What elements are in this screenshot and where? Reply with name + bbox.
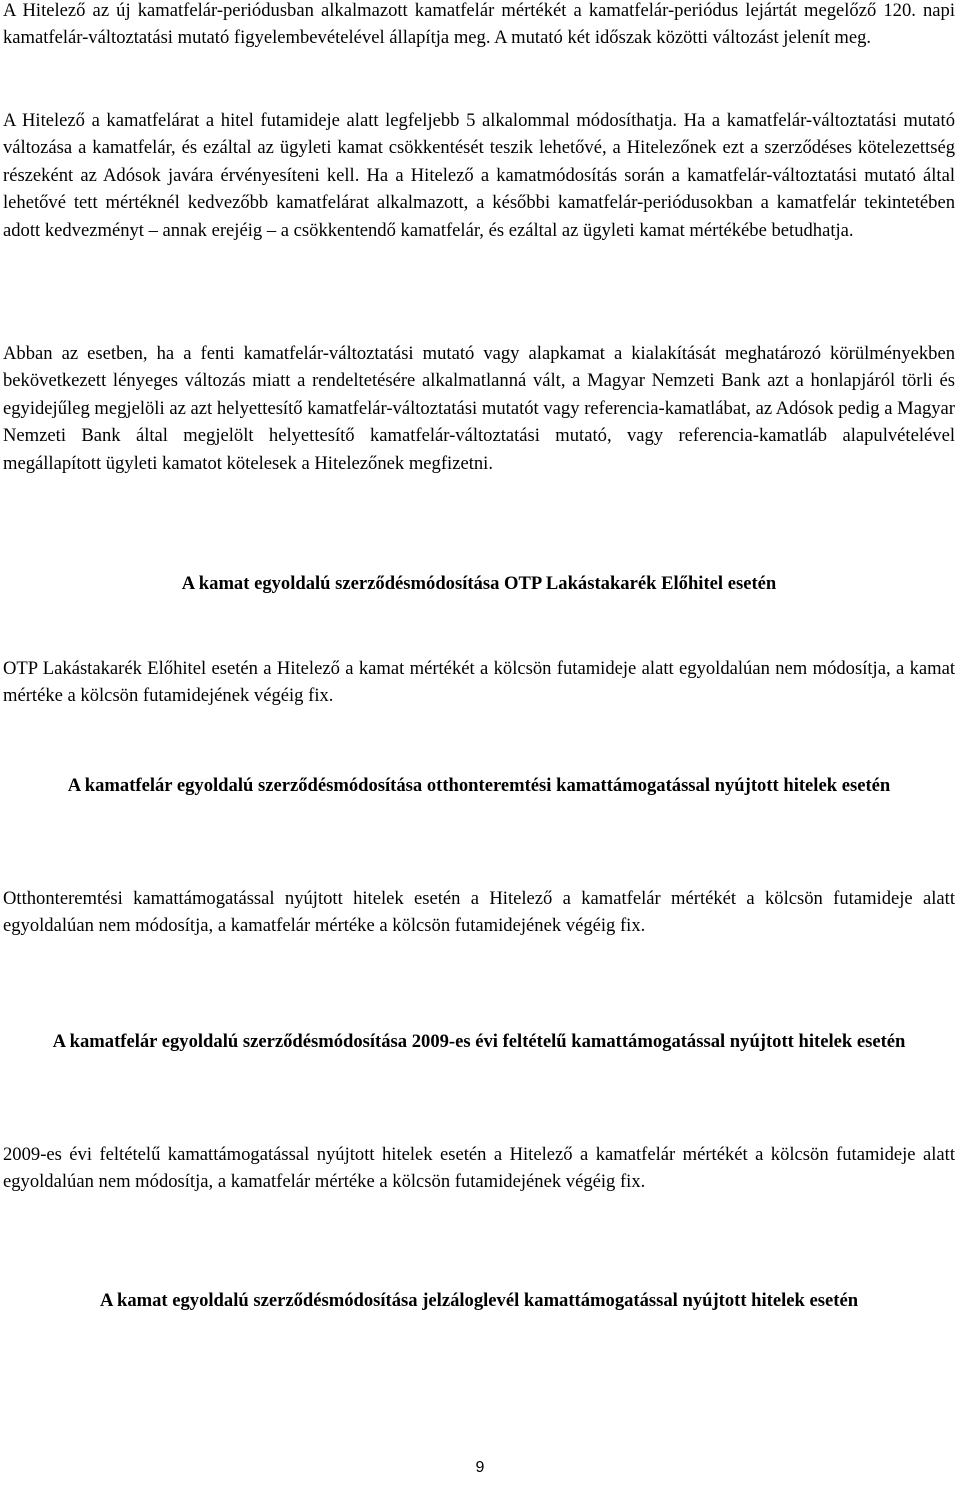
paragraph-2009-kamattamogatas: 2009-es évi feltételű kamattámogatással nyújtott hitelek esetén a Hitelező a kamatfelár mértékét a kölcsön futamideje alatt egyoldalúan nem módosítja, a kamatfelár mértéke a kölcsön futamidejének végéig fix. [3, 1144, 955, 1193]
paragraph-replacement-index: Abban az esetben, ha a fenti kamatfelár-változtatási mutató vagy alapkamat a kialakítását meghatározó körülményekben bekövetkezett lényeges változás miatt a rendeltetésére alkalmatlanná vált, a Magyar Nemzeti Bank azt a honlapjáról törli és egyidejűleg megjelöli az azt helyettesítő kamatfelár-változtatási mutatót vagy referencia-kamatlábat, az Adósok pedig a Magyar Nemzeti Bank által megjelölt helyettesítő kamatfelár-változtatási mutató, vagy referencia-kamatláb alapulvételével megállapított ügyleti kamatot kötelesek a Hitelezőnek megfizetni. [3, 343, 955, 474]
heading-2009-kamattamogatas: A kamatfelár egyoldalú szerződésmódosítása 2009-es évi feltételű kamattámogatással nyújtott hitelek esetén [52, 1031, 906, 1052]
paragraph-otthonteremtesi: Otthonteremtési kamattámogatással nyújtott hitelek esetén a Hitelező a kamatfelár mértékét a kölcsön futamideje alatt egyoldalúan nem módosítja, a kamatfelár mértéke a kölcsön futamidejének végéig fix. [3, 888, 955, 937]
paragraph-margin-modification-limit: A Hitelező a kamatfelárat a hitel futamideje alatt legfeljebb 5 alkalommal módosíthatja. Ha a kamatfelár-változtatási mutató változása a kamatfelár, és ezáltal az ügyleti kamat csökkentését teszik lehetővé, a Hitelezőnek ezt a szerződéses kötelezettség részeként az Adósok javára érvényesíteni kell. Ha a Hitelező a kamatmódosítás során a kamatfelár-változtatási mutató által lehetővé tett mértéknél kedvezőbb kamatfelárat alkalmazott, a későbbi kamatfelár-periódusokban a kamatfelár tekintetében adott kedvezményt – annak erejéig – a csökkentendő kamatfelár, és ezáltal az ügyleti kamat mértékébe betudhatja. [3, 110, 955, 241]
heading-jelzaloglevel: A kamat egyoldalú szerződésmódosítása jelzáloglevél kamattámogatással nyújtott hitelek esetén [99, 1290, 859, 1311]
paragraph-otp-lakastakarek: OTP Lakástakarék Előhitel esetén a Hitelező a kamat mértékét a kölcsön futamideje alatt egyoldalúan nem módosítja, a kamat mértéke a kölcsön futamidejének végéig fix. [3, 658, 955, 707]
heading-otthonteremtesi: A kamatfelár egyoldalú szerződésmódosítása otthonteremtési kamattámogatással nyújtott hitelek esetén [67, 775, 891, 796]
page-number: 9 [475, 1459, 485, 1476]
paragraph-interest-margin-period: A Hitelező az új kamatfelár-periódusban alkalmazott kamatfelár mértékét a kamatfelár-periódus lejártát megelőző 120. napi kamatfelár-változtatási mutató figyelembevételével állapítja meg. A mutató két időszak közötti változást jelenít meg. [3, 0, 955, 49]
heading-otp-lakastakarek: A kamat egyoldalú szerződésmódosítása OTP Lakástakarék Előhitel esetén [181, 573, 777, 594]
